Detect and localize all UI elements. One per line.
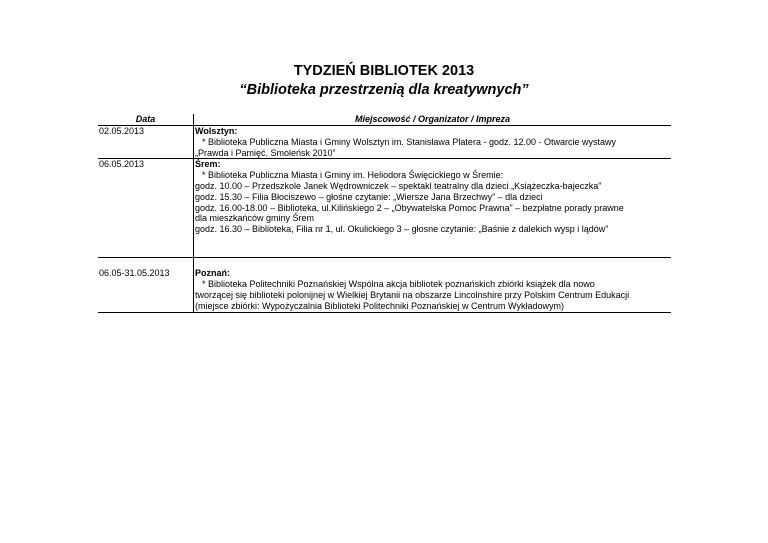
document-subtitle: “Biblioteka przestrzenią dla kreatywnych” <box>239 82 529 98</box>
header-date: Data <box>98 114 194 126</box>
event-cell <box>194 126 672 159</box>
event-line: godz. 16.30 – Biblioteka, Filia nr 1, ul. Okulickiego 3 – głosne czytanie: „Baśnie z dalekich wysp i lądów” <box>195 224 609 235</box>
event-line: (miejsce zbiórki: Wypożyczalnia Biblioteki Politechniki Poznańskiej w Centrum Wykładowym) <box>195 300 564 311</box>
event-cell <box>194 159 672 258</box>
table-row <box>98 258 671 312</box>
event-line: tworzącej się biblioteki polonijnej w Wielkiej Brytanii na obszarze Lincolnshire przy Polskim Centrum Edukacji <box>195 289 630 300</box>
event-line: godz. 15.30 – Filia Błociszewo – głośne czytanie: „Wiersze Jana Brzechwy” – dla dzieci <box>195 191 543 202</box>
date-cell: 02.05.2013 <box>98 126 194 159</box>
event-line: * Biblioteka Publiczna Miasta i Gminy im. Heliodora Święcickiego w Śremie: <box>202 170 504 181</box>
place-name: Śrem: <box>195 159 221 170</box>
event-line: godz. 10.00 – Przedszkole Janek Wędrowniczek – spektakl teatralny dla dzieci „Książeczka-bajeczka” <box>195 180 602 191</box>
schedule-table <box>98 114 671 313</box>
header-place: Miejscowość / Organizator / Impreza <box>194 114 672 126</box>
event-line: „Prawda i Pamięć. Smoleńsk 2010” <box>195 147 336 158</box>
place-name: Poznań: <box>195 268 230 279</box>
date-cell: 06.05-31.05.2013 <box>98 258 194 312</box>
table-row <box>98 159 671 258</box>
table-row <box>98 126 671 159</box>
table-header-row <box>98 114 671 126</box>
event-line: godz. 16.00-18.00 – Biblioteka, ul.Kilińskiego 2 – „Obywatelska Pomoc Prawna” – bezpłatne porady prawne <box>195 202 624 213</box>
place-name: Wolsztyn: <box>195 126 238 136</box>
document-title: TYDZIEŃ BIBLIOTEK 2013 <box>293 63 475 79</box>
date-cell: 06.05.2013 <box>98 159 194 258</box>
event-cell <box>194 258 672 312</box>
event-line: dla mieszkańców gminy Śrem <box>195 213 315 224</box>
event-line: * Biblioteka Politechniki Poznańskiej Wspólna akcja bibliotek poznańskich zbiórki książek dla nowo <box>202 279 595 290</box>
event-line: * Biblioteka Publiczna Miasta i Gminy Wolsztyn im. Stanisława Platera - godz. 12.00 - Otwarcie wystawy <box>202 136 616 147</box>
